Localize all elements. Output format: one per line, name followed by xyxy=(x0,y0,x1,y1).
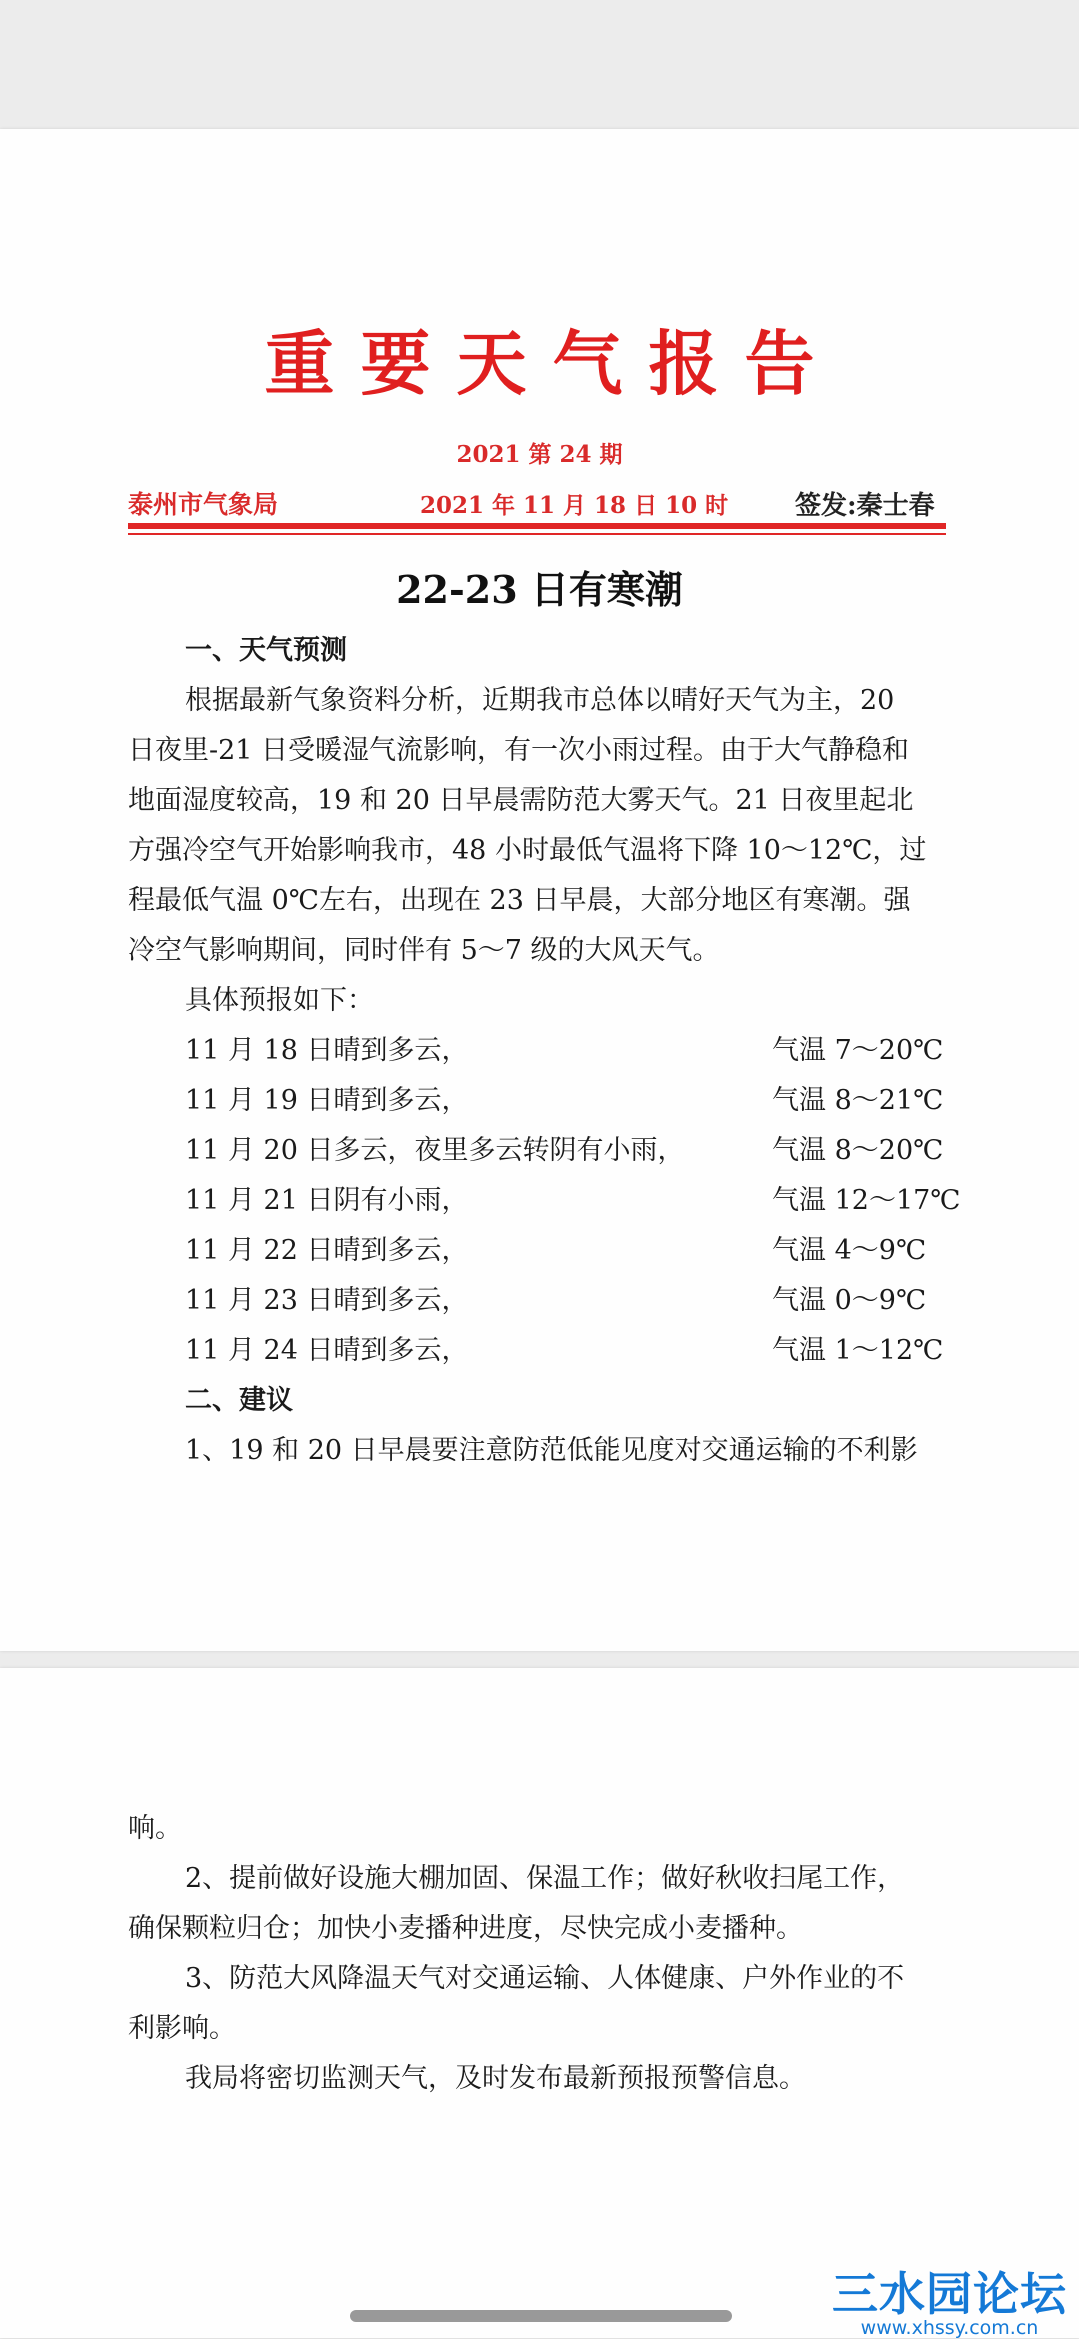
advice-line: 利影响。 xyxy=(128,2013,236,2044)
forecast-day: 11 月 23 日晴到多云， xyxy=(185,1285,469,1316)
advice-line: 1、19 和 20 日早晨要注意防范低能见度对交通运输的不利影 xyxy=(185,1435,918,1466)
section-1-heading: 一、天气预测 xyxy=(185,635,347,666)
paragraph-line: 程最低气温 0℃左右，出现在 23 日早晨，大部分地区有寒潮。强 xyxy=(128,885,911,916)
advice-line: 2、提前做好设施大棚加固、保温工作；做好秋收扫尾工作， xyxy=(185,1863,905,1894)
forecast-temp: 气温 1～12℃ xyxy=(772,1335,944,1366)
issuing-org: 泰州市气象局 xyxy=(128,490,279,519)
site-watermark xyxy=(832,2267,1067,2339)
document-page-2 xyxy=(0,1668,1079,2338)
forecast-day: 11 月 21 日阴有小雨， xyxy=(185,1185,469,1216)
paragraph-line: 冷空气影响期间，同时伴有 5～7 级的大风天气。 xyxy=(128,935,720,966)
home-indicator[interactable] xyxy=(350,2310,732,2322)
header-rule-thin xyxy=(128,533,946,535)
forecast-day: 11 月 18 日晴到多云， xyxy=(185,1035,469,1066)
forecast-temp: 气温 0～9℃ xyxy=(772,1285,927,1316)
section-2-heading: 二、建议 xyxy=(185,1385,293,1416)
issue-number: 2021 第 24 期 xyxy=(456,441,623,468)
signer: 签发:秦士春 xyxy=(795,491,935,521)
issue-date: 2021 年 11 月 18 日 10 时 xyxy=(420,492,729,519)
watermark-logo: 三水园论坛 xyxy=(832,2267,1067,2321)
document-page-1 xyxy=(0,129,1079,1651)
paragraph-line: 方强冷空气开始影响我市，48 小时最低气温将下降 10～12℃，过 xyxy=(128,835,927,866)
report-title: 重要天气报告 xyxy=(264,322,841,405)
forecast-intro: 具体预报如下： xyxy=(185,985,374,1016)
paragraph-line: 根据最新气象资料分析，近期我市总体以晴好天气为主，20 xyxy=(185,685,895,716)
forecast-day: 11 月 24 日晴到多云， xyxy=(185,1335,469,1366)
forecast-temp: 气温 8～20℃ xyxy=(772,1135,944,1166)
advice-line: 响。 xyxy=(128,1813,182,1844)
forecast-temp: 气温 7～20℃ xyxy=(772,1035,944,1066)
forecast-temp: 气温 4～9℃ xyxy=(772,1235,927,1266)
forecast-temp: 气温 8～21℃ xyxy=(772,1085,944,1116)
paragraph-line: 地面湿度较高，19 和 20 日早晨需防范大雾天气。21 日夜里起北 xyxy=(128,785,914,816)
header-rule-thick xyxy=(128,523,946,529)
paragraph-line: 日夜里-21 日受暖湿气流影响，有一次小雨过程。由于大气静稳和 xyxy=(128,735,910,766)
closing-line: 我局将密切监测天气，及时发布最新预报预警信息。 xyxy=(185,2063,806,2094)
watermark-url: www.xhssy.com.cn xyxy=(860,2317,1039,2339)
forecast-temp: 气温 12～17℃ xyxy=(772,1185,961,1216)
advice-line: 确保颗粒归仓；加快小麦播种进度，尽快完成小麦播种。 xyxy=(128,1913,803,1944)
advice-line: 3、防范大风降温天气对交通运输、人体健康、户外作业的不 xyxy=(185,1963,905,1994)
forecast-day: 11 月 22 日晴到多云， xyxy=(185,1235,469,1266)
forecast-day: 11 月 19 日晴到多云， xyxy=(185,1085,469,1116)
forecast-day: 11 月 20 日多云，夜里多云转阴有小雨， xyxy=(185,1135,685,1166)
document-title: 22-23 日有寒潮 xyxy=(396,567,683,612)
